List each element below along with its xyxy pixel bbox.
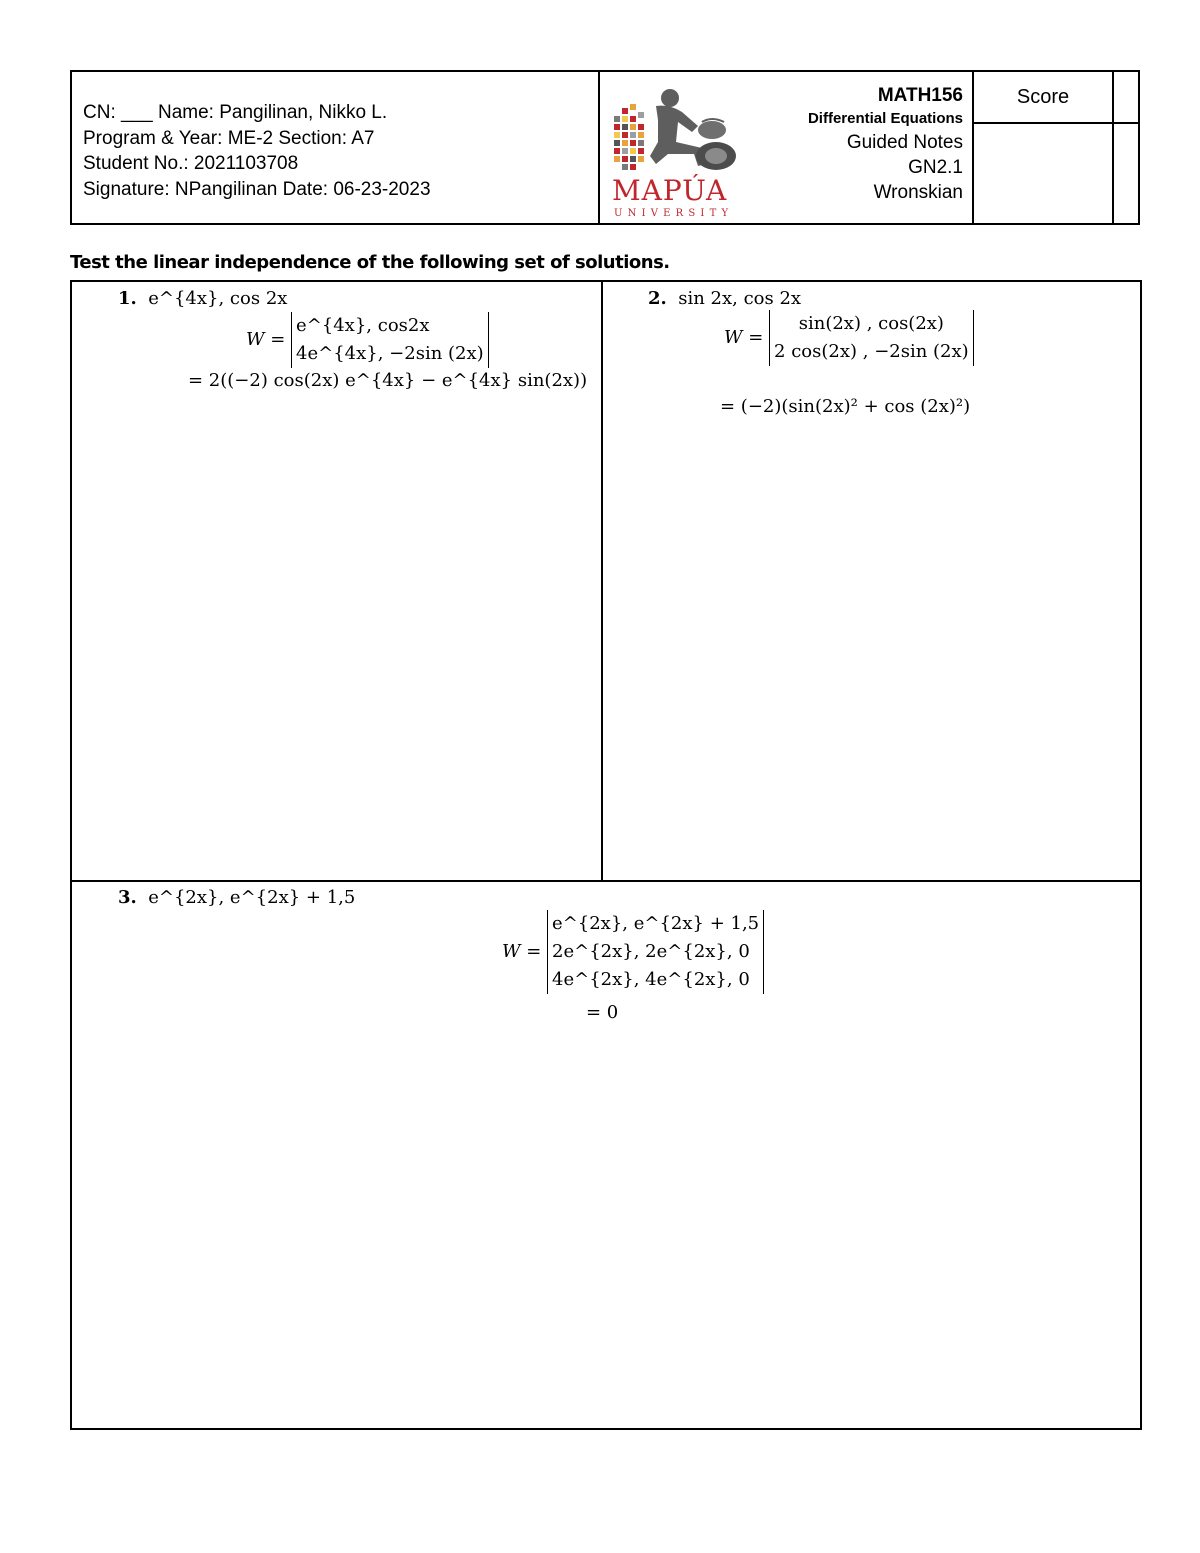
course-name: Differential Equations: [807, 110, 963, 127]
course-code: MATH156: [877, 85, 963, 106]
problem-2-functions: sin 2x, cos 2x: [678, 288, 802, 309]
problem-2-number: 2.: [648, 288, 667, 309]
problem-1-matrix-row: 4e^{4x}, −2sin (2x): [296, 343, 484, 364]
problem-3-functions: e^{2x}, e^{2x} + 1,5: [148, 887, 356, 908]
problem-1-functions: e^{4x}, cos 2x: [148, 288, 288, 309]
topic-title: Wronskian: [873, 182, 963, 203]
problem-1-wronskian: [246, 312, 489, 368]
problem-2-result: = (−2)(sin(2x)² + cos (2x)²): [720, 396, 971, 417]
student-number-line: Student No.: 2021103708: [83, 153, 299, 174]
problem-3-heading: [118, 887, 355, 908]
student-info: [72, 72, 600, 223]
problem-3-matrix-row: 4e^{2x}, 4e^{2x}, 0: [552, 969, 750, 990]
problem-3-w-label: W =: [502, 941, 542, 962]
problem-2-matrix-row: sin(2x) , cos(2x): [798, 313, 944, 334]
student-name-line: CN: ___ Name: Pangilinan, Nikko L.: [83, 102, 388, 123]
problem-3-matrix: [547, 910, 764, 994]
logo-wordmark: MAPÚA: [612, 174, 728, 207]
score-divider: [1112, 72, 1114, 225]
problem-3-matrix-row: e^{2x}, e^{2x} + 1,5: [552, 913, 760, 934]
problem-3-wronskian: [502, 910, 764, 994]
problem-1-heading: [118, 288, 287, 309]
score-box: [974, 72, 1138, 223]
problem-3-result: = 0: [586, 1002, 619, 1023]
problem-1-result: = 2((−2) cos(2x) e^{4x} − e^{4x} sin(2x)): [188, 370, 588, 391]
work-grid: [70, 280, 1142, 1430]
problem-2-matrix: [769, 310, 974, 366]
program-year-line: Program & Year: ME-2 Section: A7: [83, 127, 375, 149]
logo-figure: [650, 89, 736, 170]
problem-2-wronskian: [724, 310, 974, 366]
course-text: [808, 84, 963, 205]
instruction: Test the linear independence of the following set of solutions.: [70, 252, 670, 273]
problem-1-w-label: W =: [246, 329, 286, 350]
course-block: [600, 72, 974, 223]
logo-subtitle: UNIVERSITY: [614, 208, 734, 218]
mapua-logo: [612, 86, 740, 218]
problem-1-number: 1.: [118, 288, 137, 309]
column-divider: [601, 282, 603, 882]
problem-2-matrix-row: 2 cos(2x) , −2sin (2x): [774, 341, 969, 362]
problem-1-matrix-row: e^{4x}, cos2x: [296, 315, 430, 336]
problem-3-matrix-row: 2e^{2x}, 2e^{2x}, 0: [552, 941, 750, 962]
logo-mosaic: [614, 104, 644, 170]
row-divider: [72, 880, 1140, 882]
notes-type: Guided Notes: [846, 132, 963, 153]
problem-1-matrix: [291, 312, 489, 368]
problem-2-w-label: W =: [724, 327, 764, 348]
notes-id: GN2.1: [908, 157, 963, 178]
header-table: [70, 70, 1140, 225]
score-label: Score: [974, 72, 1138, 124]
problem-3-number: 3.: [118, 887, 137, 908]
problem-2-heading: [648, 288, 801, 309]
signature-date-line: Signature: NPangilinan Date: 06-23-2023: [83, 178, 431, 200]
